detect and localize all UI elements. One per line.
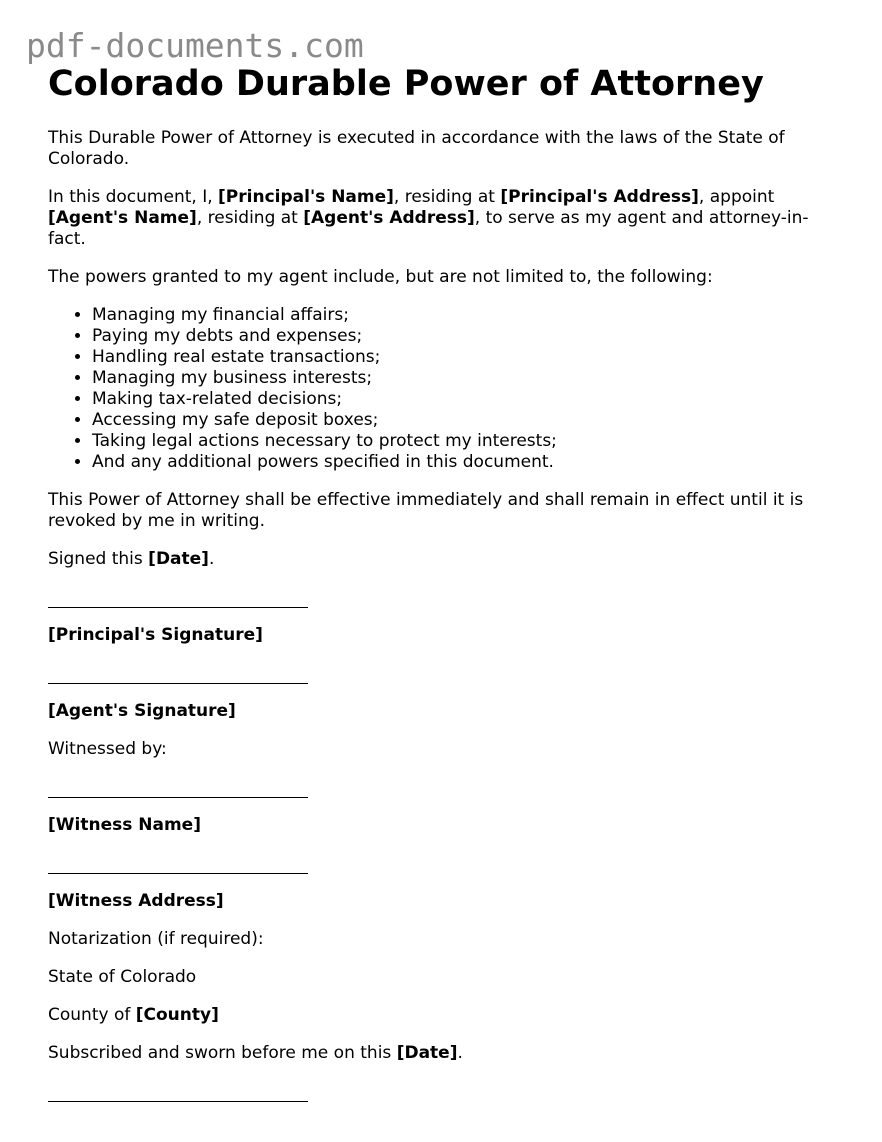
list-item: • Managing my financial affairs; [92, 305, 838, 326]
list-item: • Handling real estate transactions; [92, 347, 838, 368]
document-title: Colorado Durable Power of Attorney [48, 64, 764, 104]
watermark: pdf-documents.com [26, 26, 364, 65]
intro-paragraph: This Durable Power of Attorney is executed in accordance with the laws of the State of Colorado. [48, 128, 785, 169]
agent-name-placeholder: [Agent's Name] [48, 208, 197, 228]
witness-name-line[interactable] [48, 777, 308, 798]
agent-signature-line[interactable] [48, 663, 308, 684]
witness-address-label: [Witness Address] [48, 891, 224, 911]
principal-name-placeholder: [Principal's Name] [218, 187, 394, 207]
appointment-text-3: , appoint [698, 187, 775, 207]
witnessed-by-label: Witnessed by: [48, 739, 167, 759]
agent-address-placeholder: [Agent's Address] [303, 208, 475, 228]
sworn-date-placeholder: [Date] [396, 1043, 458, 1063]
sworn-prefix: Subscribed and sworn before me on this [48, 1043, 397, 1063]
signed-date-placeholder: [Date] [148, 549, 209, 569]
signed-prefix: Signed this [48, 549, 149, 569]
notarization-heading: Notarization (if required): [48, 929, 264, 949]
appointment-text-1: In this document, I, [48, 187, 219, 207]
effective-paragraph: This Power of Attorney shall be effective immediately and shall remain in effect until it is revoked by me in writing. [48, 490, 804, 531]
powers-list [48, 305, 838, 473]
list-item: • Accessing my safe deposit boxes; [92, 410, 838, 431]
list-item: • Paying my debts and expenses; [92, 326, 838, 347]
county-placeholder: [County] [135, 1005, 219, 1025]
witness-name-label: [Witness Name] [48, 815, 201, 835]
agent-signature-label: [Agent's Signature] [48, 701, 236, 721]
signed-suffix: . [208, 549, 215, 569]
notary-signature-line[interactable] [48, 1081, 308, 1102]
list-item: • Making tax-related decisions; [92, 389, 838, 410]
appointment-text-5: , to serve as my agent and attorney-in-fact. [48, 208, 809, 249]
appointment-text-4: , residing at [196, 208, 304, 228]
list-item: • Managing my business interests; [92, 368, 838, 389]
signed-date-line [48, 549, 838, 570]
notary-county [48, 1005, 838, 1026]
document-body [48, 58, 838, 1102]
principal-address-placeholder: [Principal's Address] [500, 187, 699, 207]
appointment-paragraph [48, 187, 838, 250]
appointment-text-2: , residing at [393, 187, 501, 207]
sworn-suffix: . [457, 1043, 463, 1063]
sworn-line [48, 1043, 838, 1064]
powers-intro: The powers granted to my agent include, but are not limited to, the following: [48, 267, 713, 287]
witness-address-line[interactable] [48, 853, 308, 874]
county-prefix: County of [48, 1005, 136, 1025]
principal-signature-label: [Principal's Signature] [48, 625, 263, 645]
list-item: • Taking legal actions necessary to protect my interests; [92, 431, 838, 452]
principal-signature-line[interactable] [48, 587, 308, 608]
list-item: • And any additional powers specified in this document. [92, 452, 838, 473]
notary-state: State of Colorado [48, 967, 197, 987]
